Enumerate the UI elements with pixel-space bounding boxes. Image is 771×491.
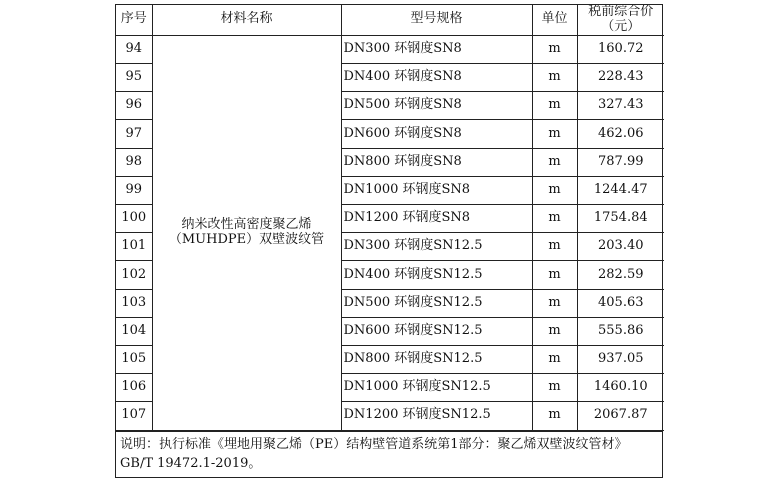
row-price: 228.43 xyxy=(577,64,664,92)
row-number: 105 xyxy=(116,345,152,373)
row-spec: DN400 环钢度SN12.5 xyxy=(341,261,532,289)
row-price: 1754.84 xyxy=(577,205,664,233)
row-number: 104 xyxy=(116,317,152,345)
row-unit: m xyxy=(532,64,577,92)
header-price-line2: （元） xyxy=(601,18,641,34)
material-name-line1: 纳米改性高密度聚乙烯 xyxy=(181,216,312,232)
row-unit: m xyxy=(532,289,577,317)
row-spec: DN500 环钢度SN12.5 xyxy=(341,289,532,317)
row-unit: m xyxy=(532,148,577,176)
table-row xyxy=(116,35,664,63)
row-price: 282.59 xyxy=(577,261,664,289)
row-number: 96 xyxy=(116,92,152,120)
table-header-row xyxy=(116,5,664,35)
row-price: 937.05 xyxy=(577,345,664,373)
row-unit: m xyxy=(532,176,577,204)
row-number: 103 xyxy=(116,289,152,317)
header-price-line1: 税前综合价 xyxy=(588,5,654,19)
row-number: 95 xyxy=(116,64,152,92)
row-unit: m xyxy=(532,317,577,345)
row-price: 160.72 xyxy=(577,35,664,63)
header-unit: 单位 xyxy=(532,5,577,35)
row-spec: DN600 环钢度SN12.5 xyxy=(341,317,532,345)
row-price: 555.86 xyxy=(577,317,664,345)
row-unit: m xyxy=(532,233,577,261)
row-spec: DN500 环钢度SN8 xyxy=(341,92,532,120)
row-number: 97 xyxy=(116,120,152,148)
price-table-sheet xyxy=(115,4,663,478)
row-unit: m xyxy=(532,261,577,289)
row-unit: m xyxy=(532,205,577,233)
row-unit: m xyxy=(532,35,577,63)
price-table xyxy=(116,5,664,431)
row-spec: DN1200 环钢度SN12.5 xyxy=(341,402,532,430)
row-spec: DN1200 环钢度SN8 xyxy=(341,205,532,233)
row-number: 107 xyxy=(116,402,152,430)
row-unit: m xyxy=(532,92,577,120)
material-name-cell xyxy=(152,35,341,430)
row-spec: DN800 环钢度SN12.5 xyxy=(341,345,532,373)
row-price: 2067.87 xyxy=(577,402,664,430)
header-price xyxy=(577,5,664,35)
row-spec: DN300 环钢度SN8 xyxy=(341,35,532,63)
row-price: 405.63 xyxy=(577,289,664,317)
row-number: 101 xyxy=(116,233,152,261)
row-price: 327.43 xyxy=(577,92,664,120)
row-number: 100 xyxy=(116,205,152,233)
row-number: 94 xyxy=(116,35,152,63)
table-body xyxy=(116,35,664,430)
row-price: 1460.10 xyxy=(577,374,664,402)
note-text: 说明：执行标准《埋地用聚乙烯（PE）结构壁管道系统第1部分：聚乙烯双壁波纹管材》GB/T 19472.1-2019。 xyxy=(116,431,662,477)
row-unit: m xyxy=(532,120,577,148)
row-number: 102 xyxy=(116,261,152,289)
row-number: 106 xyxy=(116,374,152,402)
row-unit: m xyxy=(532,374,577,402)
row-price: 203.40 xyxy=(577,233,664,261)
row-spec: DN600 环钢度SN8 xyxy=(341,120,532,148)
row-spec: DN1000 环钢度SN8 xyxy=(341,176,532,204)
row-number: 98 xyxy=(116,148,152,176)
row-unit: m xyxy=(532,402,577,430)
header-spec: 型号规格 xyxy=(341,5,532,35)
row-unit: m xyxy=(532,345,577,373)
header-no: 序号 xyxy=(116,5,152,35)
row-spec: DN800 环钢度SN8 xyxy=(341,148,532,176)
material-name-line2: （MUHDPE）双壁波纹管 xyxy=(168,231,325,247)
header-material-name: 材料名称 xyxy=(152,5,341,35)
row-spec: DN1000 环钢度SN12.5 xyxy=(341,374,532,402)
row-price: 1244.47 xyxy=(577,176,664,204)
row-price: 462.06 xyxy=(577,120,664,148)
row-number: 99 xyxy=(116,176,152,204)
row-price: 787.99 xyxy=(577,148,664,176)
row-spec: DN300 环钢度SN12.5 xyxy=(341,233,532,261)
row-spec: DN400 环钢度SN8 xyxy=(341,64,532,92)
